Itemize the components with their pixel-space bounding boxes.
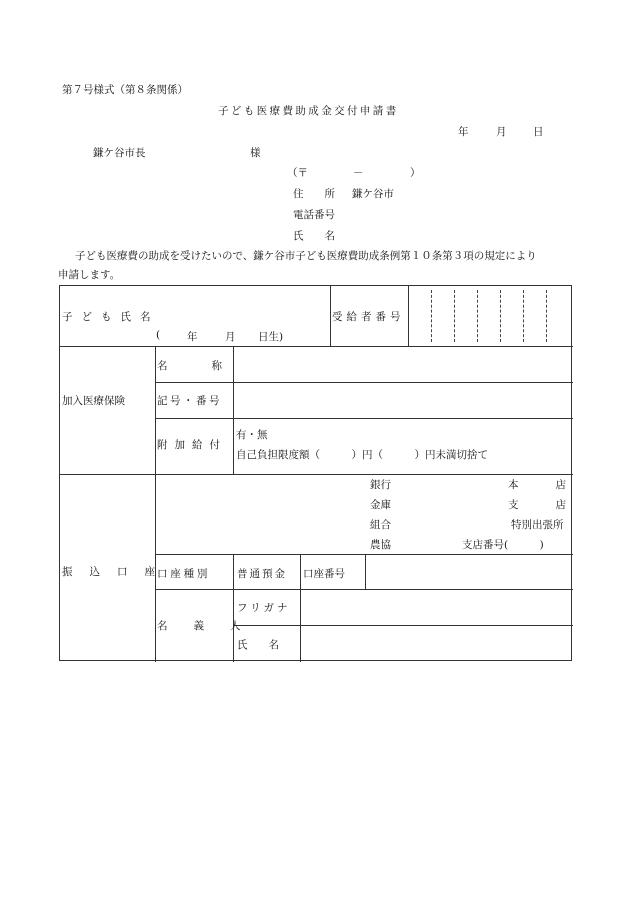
bank-type-shinkin: 金庫 xyxy=(370,499,391,511)
branch-type-branch: 支店 xyxy=(508,499,603,511)
postal-close: ） xyxy=(410,167,421,179)
furigana-label: フリガナ xyxy=(237,602,291,614)
name-label: 氏 名 xyxy=(293,230,335,242)
form-title: 子ども医療費助成金交付申請書 xyxy=(218,105,399,117)
insurance-number-label: 記号・番号 xyxy=(157,395,222,407)
addressee: 鎌ケ谷市長 xyxy=(93,147,146,159)
account-holder-label: 名義人 xyxy=(157,620,267,632)
date-year: 年 xyxy=(458,126,469,138)
intro-line-1: 子ども医療費の助成を受けたいので、鎌ケ谷市子ども医療費助成条例第１０条第３項の規定により xyxy=(75,250,537,262)
additional-benefit-label: 附加給付 xyxy=(157,439,227,451)
postal-open: （〒 xyxy=(287,167,308,179)
insurance-label: 加入医療保険 xyxy=(62,395,125,407)
bank-type-kumiai: 組合 xyxy=(370,519,391,531)
additional-yes-no: 有・無 xyxy=(236,429,268,441)
birth-day: 日生) xyxy=(258,331,284,343)
birth-month: 月 xyxy=(225,331,236,343)
application-table xyxy=(59,285,572,661)
birth-year: 年 xyxy=(187,331,198,343)
holder-name-label: 氏 名 xyxy=(237,639,279,651)
account-number-label: 口座番号 xyxy=(303,568,345,580)
phone-label: 電話番号 xyxy=(293,209,335,221)
account-type-value: 普通預金 xyxy=(237,568,287,580)
bank-type-bank: 銀行 xyxy=(370,479,391,491)
branch-type-sub-office: 特別出張所 xyxy=(511,519,564,531)
address-label: 住 所 xyxy=(293,188,335,200)
recipient-number-label: 受給者番号 xyxy=(332,311,405,323)
form-number: 第７号様式（第８条関係） xyxy=(62,84,188,96)
insurance-name-label: 名称 xyxy=(157,360,266,372)
child-name-label: 子ども氏名 xyxy=(62,311,160,323)
birth-paren: ( xyxy=(156,329,161,341)
account-type-label: 口座種別 xyxy=(157,568,211,580)
postal-dash: － xyxy=(353,167,364,179)
honorific: 様 xyxy=(250,147,261,159)
branch-type-main: 本店 xyxy=(508,479,603,491)
transfer-account-label: 振込口座 xyxy=(62,566,172,578)
date-day: 日 xyxy=(533,126,544,138)
address-value: 鎌ケ谷市 xyxy=(352,188,394,200)
bank-type-nokyo: 農協 xyxy=(370,539,391,551)
branch-number: 支店番号( ) xyxy=(462,539,544,551)
date-month: 月 xyxy=(496,126,507,138)
intro-line-2: 申請します。 xyxy=(58,269,121,281)
copay-limit-text: 自己負担限度額（ ）円（ ）円未満切捨て xyxy=(236,449,488,461)
